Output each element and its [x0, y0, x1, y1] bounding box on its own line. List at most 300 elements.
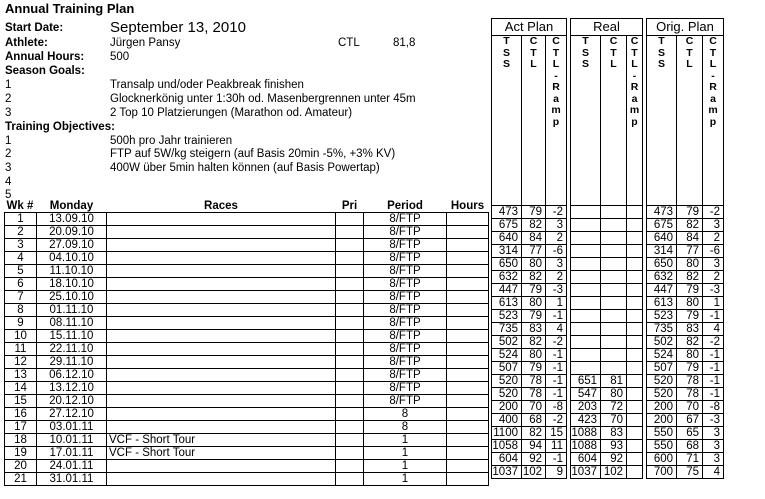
real-ctl-cell[interactable]: [601, 271, 627, 284]
metrics-row[interactable]: [492, 388, 724, 401]
priority-cell[interactable]: [336, 382, 364, 395]
real-ctl-ramp-cell[interactable]: [627, 362, 643, 375]
orig-tss-cell[interactable]: 523: [647, 310, 677, 323]
table-row[interactable]: [5, 473, 489, 486]
metrics-row[interactable]: [492, 206, 724, 219]
orig-ctl-ramp-cell[interactable]: 4: [703, 466, 724, 479]
orig-tss-cell[interactable]: 600: [647, 453, 677, 466]
priority-cell[interactable]: [336, 343, 364, 356]
athlete-value[interactable]: Jürgen Pansy: [110, 37, 181, 49]
table-row[interactable]: [5, 226, 489, 239]
act-ctl-ramp-cell[interactable]: -3: [546, 284, 567, 297]
hours-cell[interactable]: [447, 304, 489, 317]
week-number-cell[interactable]: 20: [5, 460, 37, 473]
act-ctl-cell[interactable]: 79: [522, 310, 546, 323]
period-cell[interactable]: 8/FTP: [364, 382, 447, 395]
real-ctl-ramp-cell[interactable]: [627, 453, 643, 466]
real-ctl-ramp-cell[interactable]: [627, 349, 643, 362]
metrics-row[interactable]: [492, 271, 724, 284]
real-tss-cell[interactable]: 651: [571, 375, 601, 388]
orig-ctl-cell[interactable]: 80: [677, 297, 703, 310]
week-number-cell[interactable]: 1: [5, 213, 37, 226]
table-row[interactable]: [5, 421, 489, 434]
period-cell[interactable]: 8/FTP: [364, 252, 447, 265]
period-cell[interactable]: 8/FTP: [364, 291, 447, 304]
act-ctl-ramp-cell[interactable]: -1: [546, 349, 567, 362]
real-ctl-ramp-cell[interactable]: [627, 388, 643, 401]
real-tss-cell[interactable]: [571, 310, 601, 323]
race-cell[interactable]: [107, 460, 336, 473]
table-row[interactable]: [5, 304, 489, 317]
real-ctl-ramp-cell[interactable]: [627, 232, 643, 245]
monday-date-cell[interactable]: 27.12.10: [37, 408, 107, 421]
real-ctl-ramp-cell[interactable]: [627, 414, 643, 427]
real-tss-cell[interactable]: 1037: [571, 466, 601, 479]
orig-tss-cell[interactable]: 735: [647, 323, 677, 336]
act-ctl-ramp-cell[interactable]: -1: [546, 310, 567, 323]
week-number-cell[interactable]: 19: [5, 447, 37, 460]
table-row[interactable]: [5, 408, 489, 421]
hours-cell[interactable]: [447, 460, 489, 473]
week-number-cell[interactable]: 15: [5, 395, 37, 408]
period-cell[interactable]: 8/FTP: [364, 330, 447, 343]
real-ctl-cell[interactable]: [601, 284, 627, 297]
real-ctl-cell[interactable]: [601, 323, 627, 336]
monday-date-cell[interactable]: 25.10.10: [37, 291, 107, 304]
real-ctl-ramp-cell[interactable]: [627, 310, 643, 323]
orig-tss-cell[interactable]: 550: [647, 427, 677, 440]
race-cell[interactable]: [107, 369, 336, 382]
act-ctl-ramp-cell[interactable]: 4: [546, 323, 567, 336]
act-ctl-ramp-cell[interactable]: 11: [546, 440, 567, 453]
priority-cell[interactable]: [336, 330, 364, 343]
act-ctl-ramp-cell[interactable]: -1: [546, 362, 567, 375]
hours-cell[interactable]: [447, 291, 489, 304]
priority-cell[interactable]: [336, 239, 364, 252]
act-ctl-cell[interactable]: 80: [522, 349, 546, 362]
orig-tss-cell[interactable]: 550: [647, 440, 677, 453]
act-tss-cell[interactable]: 613: [492, 297, 522, 310]
act-tss-cell[interactable]: 520: [492, 388, 522, 401]
real-ctl-cell[interactable]: 80: [601, 388, 627, 401]
monday-date-cell[interactable]: 20.09.10: [37, 226, 107, 239]
monday-date-cell[interactable]: 22.11.10: [37, 343, 107, 356]
orig-tss-cell[interactable]: 314: [647, 245, 677, 258]
monday-date-cell[interactable]: 13.12.10: [37, 382, 107, 395]
metrics-row[interactable]: [492, 375, 724, 388]
orig-tss-cell[interactable]: 650: [647, 258, 677, 271]
orig-ctl-cell[interactable]: 65: [677, 427, 703, 440]
orig-ctl-ramp-cell[interactable]: -6: [703, 245, 724, 258]
priority-cell[interactable]: [336, 213, 364, 226]
race-cell[interactable]: [107, 213, 336, 226]
act-ctl-ramp-cell[interactable]: -2: [546, 336, 567, 349]
priority-cell[interactable]: [336, 369, 364, 382]
orig-ctl-ramp-cell[interactable]: 1: [703, 297, 724, 310]
week-number-cell[interactable]: 21: [5, 473, 37, 486]
objective-text[interactable]: FTP auf 5W/kg steigern (auf Basis 20min -5%, +3% KV): [110, 148, 396, 160]
period-cell[interactable]: 8/FTP: [364, 343, 447, 356]
orig-tss-cell[interactable]: 613: [647, 297, 677, 310]
metrics-row[interactable]: [492, 284, 724, 297]
real-tss-cell[interactable]: 1088: [571, 427, 601, 440]
act-ctl-ramp-cell[interactable]: 3: [546, 219, 567, 232]
orig-ctl-ramp-cell[interactable]: 2: [703, 271, 724, 284]
week-number-cell[interactable]: 18: [5, 434, 37, 447]
period-cell[interactable]: 8: [364, 408, 447, 421]
real-ctl-ramp-cell[interactable]: [627, 440, 643, 453]
act-tss-cell[interactable]: 1058: [492, 440, 522, 453]
week-number-cell[interactable]: 17: [5, 421, 37, 434]
orig-ctl-ramp-cell[interactable]: -8: [703, 401, 724, 414]
real-ctl-cell[interactable]: [601, 219, 627, 232]
monday-date-cell[interactable]: 10.01.11: [37, 434, 107, 447]
orig-ctl-ramp-cell[interactable]: 4: [703, 323, 724, 336]
hours-cell[interactable]: [447, 317, 489, 330]
real-ctl-cell[interactable]: 70: [601, 414, 627, 427]
week-number-cell[interactable]: 16: [5, 408, 37, 421]
real-ctl-cell[interactable]: [601, 362, 627, 375]
act-tss-cell[interactable]: 520: [492, 375, 522, 388]
priority-cell[interactable]: [336, 421, 364, 434]
monday-date-cell[interactable]: 31.01.11: [37, 473, 107, 486]
act-ctl-cell[interactable]: 82: [522, 219, 546, 232]
act-tss-cell[interactable]: 507: [492, 362, 522, 375]
week-number-cell[interactable]: 11: [5, 343, 37, 356]
orig-ctl-ramp-cell[interactable]: 3: [703, 453, 724, 466]
period-cell[interactable]: 8/FTP: [364, 265, 447, 278]
orig-ctl-cell[interactable]: 80: [677, 258, 703, 271]
priority-cell[interactable]: [336, 291, 364, 304]
real-tss-cell[interactable]: [571, 297, 601, 310]
real-ctl-cell[interactable]: [601, 349, 627, 362]
act-ctl-ramp-cell[interactable]: 3: [546, 258, 567, 271]
metrics-row[interactable]: [492, 219, 724, 232]
hours-cell[interactable]: [447, 252, 489, 265]
act-ctl-cell[interactable]: 78: [522, 375, 546, 388]
real-ctl-ramp-cell[interactable]: [627, 297, 643, 310]
real-ctl-cell[interactable]: [601, 206, 627, 219]
priority-cell[interactable]: [336, 317, 364, 330]
table-row[interactable]: [5, 369, 489, 382]
metrics-row[interactable]: [492, 258, 724, 271]
orig-ctl-cell[interactable]: 79: [677, 310, 703, 323]
real-ctl-cell[interactable]: 92: [601, 453, 627, 466]
orig-tss-cell[interactable]: 520: [647, 375, 677, 388]
race-cell[interactable]: [107, 317, 336, 330]
real-tss-cell[interactable]: [571, 336, 601, 349]
season-goal-text[interactable]: Glocknerkönig unter 1:30h od. Masenbergrennen unter 45m: [110, 93, 416, 105]
orig-ctl-ramp-cell[interactable]: -1: [703, 375, 724, 388]
priority-cell[interactable]: [336, 265, 364, 278]
orig-ctl-ramp-cell[interactable]: 3: [703, 440, 724, 453]
act-ctl-cell[interactable]: 80: [522, 297, 546, 310]
orig-ctl-ramp-cell[interactable]: 3: [703, 219, 724, 232]
act-tss-cell[interactable]: 675: [492, 219, 522, 232]
hours-cell[interactable]: [447, 226, 489, 239]
act-ctl-cell[interactable]: 83: [522, 323, 546, 336]
orig-ctl-ramp-cell[interactable]: 2: [703, 232, 724, 245]
orig-tss-cell[interactable]: 524: [647, 349, 677, 362]
hours-cell[interactable]: [447, 330, 489, 343]
race-cell[interactable]: [107, 382, 336, 395]
monday-date-cell[interactable]: 13.09.10: [37, 213, 107, 226]
orig-ctl-cell[interactable]: 78: [677, 375, 703, 388]
table-row[interactable]: [5, 265, 489, 278]
orig-ctl-cell[interactable]: 83: [677, 323, 703, 336]
metrics-row[interactable]: [492, 232, 724, 245]
real-ctl-cell[interactable]: 93: [601, 440, 627, 453]
metrics-row[interactable]: [492, 427, 724, 440]
orig-ctl-cell[interactable]: 80: [677, 349, 703, 362]
real-ctl-cell[interactable]: [601, 232, 627, 245]
orig-tss-cell[interactable]: 200: [647, 401, 677, 414]
act-ctl-ramp-cell[interactable]: -1: [546, 453, 567, 466]
act-tss-cell[interactable]: 632: [492, 271, 522, 284]
priority-cell[interactable]: [336, 395, 364, 408]
period-cell[interactable]: 1: [364, 460, 447, 473]
week-number-cell[interactable]: 7: [5, 291, 37, 304]
period-cell[interactable]: 1: [364, 473, 447, 486]
act-ctl-ramp-cell[interactable]: 9: [546, 466, 567, 479]
race-cell[interactable]: [107, 408, 336, 421]
act-ctl-cell[interactable]: 102: [522, 466, 546, 479]
table-row[interactable]: [5, 317, 489, 330]
real-ctl-ramp-cell[interactable]: [627, 375, 643, 388]
real-ctl-cell[interactable]: 72: [601, 401, 627, 414]
hours-cell[interactable]: [447, 421, 489, 434]
hours-cell[interactable]: [447, 395, 489, 408]
week-number-cell[interactable]: 5: [5, 265, 37, 278]
priority-cell[interactable]: [336, 447, 364, 460]
act-tss-cell[interactable]: 604: [492, 453, 522, 466]
orig-ctl-ramp-cell[interactable]: 3: [703, 427, 724, 440]
monday-date-cell[interactable]: 06.12.10: [37, 369, 107, 382]
metrics-row[interactable]: [492, 401, 724, 414]
table-row[interactable]: [5, 382, 489, 395]
hours-cell[interactable]: [447, 213, 489, 226]
act-tss-cell[interactable]: 200: [492, 401, 522, 414]
period-cell[interactable]: 8/FTP: [364, 278, 447, 291]
monday-date-cell[interactable]: 24.01.11: [37, 460, 107, 473]
act-ctl-cell[interactable]: 70: [522, 401, 546, 414]
race-cell[interactable]: [107, 252, 336, 265]
table-row[interactable]: [5, 330, 489, 343]
orig-tss-cell[interactable]: 640: [647, 232, 677, 245]
week-number-cell[interactable]: 12: [5, 356, 37, 369]
act-tss-cell[interactable]: 650: [492, 258, 522, 271]
act-ctl-cell[interactable]: 68: [522, 414, 546, 427]
real-tss-cell[interactable]: [571, 349, 601, 362]
real-tss-cell[interactable]: 203: [571, 401, 601, 414]
real-ctl-cell[interactable]: 83: [601, 427, 627, 440]
race-cell[interactable]: VCF - Short Tour: [107, 434, 336, 447]
metrics-row[interactable]: [492, 245, 724, 258]
monday-date-cell[interactable]: 18.10.10: [37, 278, 107, 291]
real-ctl-cell[interactable]: [601, 297, 627, 310]
real-ctl-cell[interactable]: [601, 310, 627, 323]
start-date-value[interactable]: September 13, 2010: [110, 19, 246, 36]
metrics-row[interactable]: [492, 414, 724, 427]
act-ctl-cell[interactable]: 80: [522, 258, 546, 271]
act-ctl-cell[interactable]: 82: [522, 336, 546, 349]
real-ctl-ramp-cell[interactable]: [627, 258, 643, 271]
act-tss-cell[interactable]: 1037: [492, 466, 522, 479]
real-ctl-ramp-cell[interactable]: [627, 323, 643, 336]
hours-cell[interactable]: [447, 408, 489, 421]
hours-cell[interactable]: [447, 356, 489, 369]
orig-ctl-ramp-cell[interactable]: -1: [703, 388, 724, 401]
table-row[interactable]: [5, 343, 489, 356]
hours-cell[interactable]: [447, 239, 489, 252]
metrics-row[interactable]: [492, 323, 724, 336]
act-ctl-ramp-cell[interactable]: -2: [546, 414, 567, 427]
orig-ctl-cell[interactable]: 77: [677, 245, 703, 258]
act-ctl-cell[interactable]: 82: [522, 271, 546, 284]
priority-cell[interactable]: [336, 408, 364, 421]
period-cell[interactable]: 8/FTP: [364, 213, 447, 226]
orig-ctl-cell[interactable]: 82: [677, 219, 703, 232]
orig-tss-cell[interactable]: 447: [647, 284, 677, 297]
orig-ctl-cell[interactable]: 78: [677, 388, 703, 401]
metrics-row[interactable]: [492, 466, 724, 479]
race-cell[interactable]: [107, 395, 336, 408]
hours-cell[interactable]: [447, 265, 489, 278]
act-ctl-cell[interactable]: 79: [522, 206, 546, 219]
race-cell[interactable]: [107, 343, 336, 356]
table-row[interactable]: [5, 434, 489, 447]
hours-cell[interactable]: [447, 369, 489, 382]
act-tss-cell[interactable]: 502: [492, 336, 522, 349]
annual-hours-value[interactable]: 500: [110, 51, 130, 63]
ctl-value[interactable]: 81,8: [393, 37, 416, 49]
season-goal-text[interactable]: Transalp und/oder Peakbreak finishen: [110, 79, 304, 91]
period-cell[interactable]: 8/FTP: [364, 395, 447, 408]
table-row[interactable]: [5, 239, 489, 252]
period-cell[interactable]: 8/FTP: [364, 317, 447, 330]
race-cell[interactable]: [107, 304, 336, 317]
monday-date-cell[interactable]: 03.01.11: [37, 421, 107, 434]
act-ctl-ramp-cell[interactable]: -8: [546, 401, 567, 414]
objective-text[interactable]: 400W über 5min halten können (auf Basis Powertap): [110, 162, 380, 174]
real-ctl-ramp-cell[interactable]: [627, 271, 643, 284]
real-tss-cell[interactable]: [571, 258, 601, 271]
table-row[interactable]: [5, 395, 489, 408]
act-tss-cell[interactable]: 523: [492, 310, 522, 323]
real-tss-cell[interactable]: [571, 219, 601, 232]
metrics-row[interactable]: [492, 453, 724, 466]
act-ctl-ramp-cell[interactable]: 2: [546, 232, 567, 245]
real-ctl-ramp-cell[interactable]: [627, 245, 643, 258]
metrics-row[interactable]: [492, 440, 724, 453]
period-cell[interactable]: 8/FTP: [364, 356, 447, 369]
table-row[interactable]: [5, 213, 489, 226]
week-number-cell[interactable]: 10: [5, 330, 37, 343]
priority-cell[interactable]: [336, 434, 364, 447]
orig-ctl-cell[interactable]: 79: [677, 206, 703, 219]
act-ctl-cell[interactable]: 78: [522, 388, 546, 401]
orig-tss-cell[interactable]: 632: [647, 271, 677, 284]
real-ctl-ramp-cell[interactable]: [627, 206, 643, 219]
orig-ctl-ramp-cell[interactable]: 3: [703, 258, 724, 271]
orig-tss-cell[interactable]: 473: [647, 206, 677, 219]
monday-date-cell[interactable]: 04.10.10: [37, 252, 107, 265]
real-tss-cell[interactable]: 1088: [571, 440, 601, 453]
real-tss-cell[interactable]: [571, 323, 601, 336]
real-tss-cell[interactable]: [571, 206, 601, 219]
orig-tss-cell[interactable]: 502: [647, 336, 677, 349]
orig-ctl-cell[interactable]: 68: [677, 440, 703, 453]
monday-date-cell[interactable]: 20.12.10: [37, 395, 107, 408]
act-tss-cell[interactable]: 400: [492, 414, 522, 427]
real-ctl-ramp-cell[interactable]: [627, 219, 643, 232]
orig-ctl-ramp-cell[interactable]: -2: [703, 336, 724, 349]
act-ctl-cell[interactable]: 82: [522, 427, 546, 440]
race-cell[interactable]: [107, 239, 336, 252]
orig-ctl-ramp-cell[interactable]: -1: [703, 310, 724, 323]
objective-text[interactable]: 500h pro Jahr trainieren: [110, 135, 233, 147]
period-cell[interactable]: 8/FTP: [364, 369, 447, 382]
act-ctl-cell[interactable]: 77: [522, 245, 546, 258]
act-ctl-cell[interactable]: 94: [522, 440, 546, 453]
real-ctl-cell[interactable]: [601, 258, 627, 271]
priority-cell[interactable]: [336, 226, 364, 239]
priority-cell[interactable]: [336, 356, 364, 369]
week-number-cell[interactable]: 3: [5, 239, 37, 252]
priority-cell[interactable]: [336, 473, 364, 486]
act-ctl-ramp-cell[interactable]: 15: [546, 427, 567, 440]
real-tss-cell[interactable]: [571, 284, 601, 297]
monday-date-cell[interactable]: 29.11.10: [37, 356, 107, 369]
priority-cell[interactable]: [336, 460, 364, 473]
act-tss-cell[interactable]: 735: [492, 323, 522, 336]
real-tss-cell[interactable]: 547: [571, 388, 601, 401]
week-number-cell[interactable]: 2: [5, 226, 37, 239]
race-cell[interactable]: [107, 278, 336, 291]
race-cell[interactable]: VCF - Short Tour: [107, 447, 336, 460]
hours-cell[interactable]: [447, 278, 489, 291]
hours-cell[interactable]: [447, 434, 489, 447]
orig-ctl-cell[interactable]: 75: [677, 466, 703, 479]
real-ctl-cell[interactable]: [601, 245, 627, 258]
table-row[interactable]: [5, 278, 489, 291]
race-cell[interactable]: [107, 226, 336, 239]
real-ctl-ramp-cell[interactable]: [627, 401, 643, 414]
week-number-cell[interactable]: 13: [5, 369, 37, 382]
real-tss-cell[interactable]: [571, 245, 601, 258]
act-tss-cell[interactable]: 1100: [492, 427, 522, 440]
priority-cell[interactable]: [336, 304, 364, 317]
race-cell[interactable]: [107, 291, 336, 304]
monday-date-cell[interactable]: 15.11.10: [37, 330, 107, 343]
orig-ctl-cell[interactable]: 82: [677, 336, 703, 349]
table-row[interactable]: [5, 252, 489, 265]
orig-ctl-cell[interactable]: 84: [677, 232, 703, 245]
act-ctl-ramp-cell[interactable]: -2: [546, 206, 567, 219]
monday-date-cell[interactable]: 17.01.11: [37, 447, 107, 460]
period-cell[interactable]: 1: [364, 434, 447, 447]
act-tss-cell[interactable]: 640: [492, 232, 522, 245]
act-ctl-ramp-cell[interactable]: -1: [546, 388, 567, 401]
orig-ctl-cell[interactable]: 71: [677, 453, 703, 466]
orig-ctl-ramp-cell[interactable]: -1: [703, 349, 724, 362]
act-ctl-ramp-cell[interactable]: -1: [546, 375, 567, 388]
period-cell[interactable]: 8/FTP: [364, 304, 447, 317]
race-cell[interactable]: [107, 265, 336, 278]
week-number-cell[interactable]: 6: [5, 278, 37, 291]
orig-ctl-ramp-cell[interactable]: -1: [703, 362, 724, 375]
table-row[interactable]: [5, 356, 489, 369]
